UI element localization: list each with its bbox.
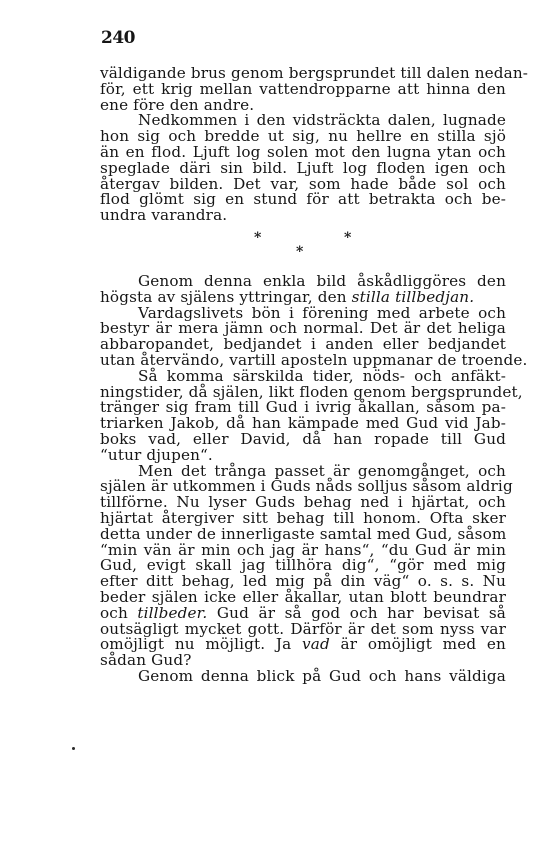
text-line: utan återvändo, vartill aposteln uppmanar de troende.: [100, 350, 528, 369]
text-line: ningstider, då själen, likt floden genom bergsprundet,: [100, 382, 523, 401]
text-line: flod glömt sig en stund för att betrakta och be-: [100, 190, 506, 209]
page-number: 240: [101, 28, 135, 48]
section-separator: [100, 230, 506, 274]
text-line: undra varandra.: [100, 206, 228, 225]
italic-text: stilla tillbedjan.: [351, 287, 475, 306]
text-line: boks vad, eller David, då han ropade till Gud: [100, 429, 506, 448]
text-line: Nedkommen i den vidsträckta dalen, lugnade: [138, 111, 506, 130]
text-line: ene före den andre.: [100, 95, 255, 114]
text-line: än en flod. Ljuft log solen mot den lugna ytan och: [100, 142, 506, 161]
text-line: Gud, evigt skall jag tillhöra dig“, “gör med mig: [100, 556, 506, 575]
margin-speck: [72, 747, 75, 750]
text-line: abbaropandet, bedjandet i anden eller bedjandet: [100, 335, 506, 354]
text-line: “utur djupen“.: [100, 445, 213, 464]
text-line: återgav bilden. Det var, som hade både sol och: [100, 174, 506, 193]
separator-star: *: [344, 229, 352, 246]
separator-star: *: [296, 243, 304, 260]
text-run: och: [100, 603, 138, 622]
body-text: [100, 64, 529, 685]
text-run: är omöjligt med en: [329, 635, 506, 654]
text-line: väldigande brus genom bergsprundet till dalen nedan-: [100, 64, 529, 82]
text-line: för, ett krig mellan vattendropparne att hinna den: [100, 79, 506, 98]
text-run: högsta av själens yttringar, den: [100, 287, 352, 306]
text-line: Genom denna enkla bild åskådliggöres den: [138, 271, 506, 290]
text-line: bestyr är mera jämn och normal. Det är det heliga: [100, 319, 506, 338]
text-run: Gud är så god och har bevisat så: [207, 603, 507, 622]
text-line: efter ditt behag, led mig på din väg“ o. s. s. Nu: [100, 572, 506, 591]
text-run: omöjligt nu möjligt. Ja: [100, 635, 303, 654]
text-line: sådan Gud?: [100, 651, 192, 670]
separator-star: *: [254, 229, 262, 246]
italic-text: vad: [302, 635, 330, 654]
text-line: Genom denna blick på Gud och hans väldiga: [138, 666, 506, 685]
text-line: outsägligt mycket gott. Därför är det som nyss var: [100, 619, 506, 638]
text-line: triarken Jakob, då han kämpade med Gud vid Jab-: [100, 414, 506, 433]
text-line: hon sig och bredde ut sig, nu hellre en stilla sjö: [100, 127, 506, 146]
text-line: beder själen icke eller åkallar, utan blott beundrar: [100, 587, 506, 606]
text-line: speglade däri sin bild. Ljuft log floden igen och: [100, 158, 506, 177]
text-line: detta under de innerligaste samtal med Gud, såsom: [100, 524, 507, 543]
text-line: hjärtat återgiver sitt behag till honom. Ofta sker: [100, 508, 506, 527]
text-line: tillförne. Nu lyser Guds behag ned i hjärtat, och: [100, 493, 506, 512]
italic-text: tillbeder.: [137, 603, 208, 622]
text-line: Så komma särskilda tider, nöds- och anfäkt-: [138, 366, 506, 385]
text-line: tränger sig fram till Gud i ivrig åkallan, såsom pa-: [100, 398, 506, 417]
text-line: “min vän är min och jag är hans“, “du Gud är min: [100, 540, 506, 559]
text-line: själen är utkommen i Guds nåds solljus såsom aldrig: [100, 477, 513, 496]
text-line: Men det trånga passet är genomgånget, och: [138, 461, 506, 480]
text-line: Vardagslivets bön i förening med arbete och: [138, 303, 506, 322]
